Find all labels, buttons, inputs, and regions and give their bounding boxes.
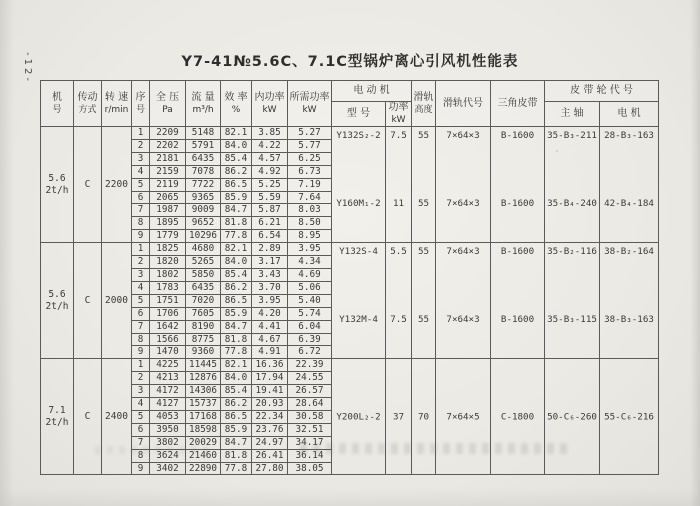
header-motor-group: 电 动 机 — [332, 81, 412, 102]
flow-cell: 20029 — [186, 436, 221, 449]
efficiency-cell: 85.9 — [221, 191, 252, 204]
internal-power-cell: 3.17 — [252, 256, 288, 269]
flow-cell: 22890 — [186, 462, 221, 475]
machine-no-cell: 7.1 2t/h — [41, 359, 74, 475]
fan-block-3 — [41, 359, 659, 475]
slide-height-cell — [412, 243, 436, 359]
internal-power-cell: 4.20 — [252, 307, 288, 320]
belt-cell — [491, 243, 545, 359]
motor-model: Y200L₂-2 — [336, 411, 381, 423]
required-power-cell: 22.39 — [288, 359, 332, 372]
flow-cell: 7020 — [186, 294, 221, 307]
seq-no-cell: 3 — [132, 152, 150, 165]
fan-block-2 — [41, 243, 659, 359]
header-efficiency: 效 率 % — [221, 81, 252, 127]
seq-no-cell: 1 — [132, 127, 150, 140]
header-internal-power: 内功率 kW — [252, 81, 288, 127]
fan-block-1 — [41, 127, 659, 243]
efficiency-cell: 82.1 — [221, 127, 252, 140]
flow-cell: 8190 — [186, 320, 221, 333]
efficiency-cell: 81.8 — [221, 217, 252, 230]
required-power-cell: 6.72 — [288, 346, 332, 359]
internal-power-cell: 6.54 — [252, 230, 288, 243]
slide-code-cell — [436, 359, 491, 475]
total-pressure-cell: 2159 — [150, 165, 186, 178]
total-pressure-cell: 1470 — [150, 346, 186, 359]
total-pressure-cell: 2065 — [150, 191, 186, 204]
seq-no-cell: 2 — [132, 256, 150, 269]
scan-speck — [556, 150, 558, 152]
efficiency-cell: 77.8 — [221, 462, 252, 475]
required-power-cell: 32.51 — [288, 423, 332, 436]
efficiency-cell: 86.5 — [221, 178, 252, 191]
required-power-cell: 8.95 — [288, 230, 332, 243]
efficiency-cell: 85.9 — [221, 307, 252, 320]
motor-slide-height: 55 — [417, 198, 430, 209]
pulley-main-cell — [545, 127, 600, 243]
flow-cell: 5791 — [186, 139, 221, 152]
required-power-cell: 7.19 — [288, 178, 332, 191]
efficiency-cell: 84.0 — [221, 372, 252, 385]
flow-cell: 5850 — [186, 268, 221, 281]
motor-slide-code: 7×64×3 — [446, 198, 480, 209]
efficiency-cell: 82.1 — [221, 359, 252, 372]
flow-cell: 11445 — [186, 359, 221, 372]
seq-no-cell: 9 — [132, 230, 150, 243]
seq-no-cell: 8 — [132, 333, 150, 346]
page-title: Y7-41№5.6C、7.1C型锅炉离心引风机性能表 — [181, 54, 519, 70]
motor-pulley-main: 50-C₆-260 — [547, 411, 597, 423]
flow-cell: 14306 — [186, 385, 221, 398]
total-pressure-cell: 2119 — [150, 178, 186, 191]
total-pressure-cell: 1783 — [150, 281, 186, 294]
machine-no-cell: 5.6 2t/h — [41, 243, 74, 359]
motor-slide-height: 55 — [417, 314, 430, 326]
drive-mode-cell: C — [74, 359, 102, 475]
total-pressure-cell: 3802 — [150, 436, 186, 449]
efficiency-cell: 85.4 — [221, 268, 252, 281]
header-pulley-motor: 电 机 — [600, 102, 659, 127]
header-drive-mode: 传动 方式 — [74, 81, 102, 127]
efficiency-cell: 82.1 — [221, 243, 252, 256]
total-pressure-cell: 1820 — [150, 256, 186, 269]
header-motor-power: 功率 kW — [386, 102, 412, 127]
total-pressure-cell: 4225 — [150, 359, 186, 372]
slide-code-cell — [436, 243, 491, 359]
machine-no-cell: 5.6 2t/h — [41, 127, 74, 243]
motor-pulley-main: 35-B₃-211 — [547, 130, 597, 141]
motor-pulley-main: 35-B₄-240 — [547, 198, 597, 209]
required-power-cell: 24.55 — [288, 372, 332, 385]
internal-power-cell: 4.91 — [252, 346, 288, 359]
required-power-cell: 5.27 — [288, 127, 332, 140]
internal-power-cell: 22.34 — [252, 410, 288, 423]
required-power-cell: 8.50 — [288, 217, 332, 230]
seq-no-cell: 5 — [132, 410, 150, 423]
total-pressure-cell: 3624 — [150, 449, 186, 462]
flow-cell: 6435 — [186, 281, 221, 294]
internal-power-cell: 4.67 — [252, 333, 288, 346]
header-flow: 流 量 m³/h — [186, 81, 221, 127]
required-power-cell: 5.77 — [288, 139, 332, 152]
total-pressure-cell: 2181 — [150, 152, 186, 165]
seq-no-cell: 8 — [132, 217, 150, 230]
speed-cell: 2200 — [102, 127, 132, 243]
data-row — [41, 127, 659, 140]
seq-no-cell: 6 — [132, 307, 150, 320]
motor-belt: B-1600 — [500, 198, 535, 209]
motor-belt: B-1600 — [500, 314, 535, 326]
internal-power-cell: 16.36 — [252, 359, 288, 372]
required-power-cell: 36.14 — [288, 449, 332, 462]
header-speed: 转 速 r/min — [102, 81, 132, 127]
internal-power-cell: 5.25 — [252, 178, 288, 191]
required-power-cell: 6.04 — [288, 320, 332, 333]
flow-cell: 6435 — [186, 152, 221, 165]
motor-slide-code: 7×64×3 — [446, 246, 480, 258]
side-page-number: -12- — [22, 52, 33, 84]
motor-pulley-motor: 42-B₄-184 — [604, 198, 654, 209]
header-seq-no: 序 号 — [132, 81, 150, 127]
internal-power-cell: 19.41 — [252, 385, 288, 398]
required-power-cell: 34.17 — [288, 436, 332, 449]
efficiency-cell: 86.2 — [221, 281, 252, 294]
efficiency-cell: 86.5 — [221, 294, 252, 307]
drive-mode-cell: C — [74, 127, 102, 243]
motor-model: Y132S-4 — [339, 246, 378, 258]
required-power-cell: 8.03 — [288, 204, 332, 217]
flow-cell: 9365 — [186, 191, 221, 204]
internal-power-cell: 27.80 — [252, 462, 288, 475]
internal-power-cell: 17.94 — [252, 372, 288, 385]
total-pressure-cell: 4172 — [150, 385, 186, 398]
flow-cell: 5148 — [186, 127, 221, 140]
total-pressure-cell: 4053 — [150, 410, 186, 423]
power-cell — [386, 127, 412, 243]
pulley-motor-cell — [600, 243, 659, 359]
pulley-motor-cell — [600, 359, 659, 475]
seq-no-cell: 4 — [132, 398, 150, 411]
internal-power-cell: 4.22 — [252, 139, 288, 152]
efficiency-cell: 85.9 — [221, 423, 252, 436]
motor-power: 11 — [392, 198, 405, 209]
internal-power-cell: 4.41 — [252, 320, 288, 333]
flow-cell: 9652 — [186, 217, 221, 230]
motor-slide-code: 7×64×3 — [446, 130, 480, 141]
model-cell — [332, 127, 386, 243]
required-power-cell: 7.64 — [288, 191, 332, 204]
motor-power: 7.5 — [390, 314, 407, 326]
pulley-motor-cell — [600, 127, 659, 243]
motor-belt: B-1600 — [500, 130, 535, 141]
seq-no-cell: 7 — [132, 320, 150, 333]
required-power-cell: 6.39 — [288, 333, 332, 346]
table-header — [41, 81, 659, 127]
efficiency-cell: 81.8 — [221, 333, 252, 346]
required-power-cell: 5.74 — [288, 307, 332, 320]
motor-pulley-motor: 38-B₃-163 — [604, 314, 654, 326]
speed-cell: 2400 — [102, 359, 132, 475]
internal-power-cell: 4.92 — [252, 165, 288, 178]
required-power-cell: 6.73 — [288, 165, 332, 178]
required-power-cell: 4.34 — [288, 256, 332, 269]
power-cell — [386, 359, 412, 475]
flow-cell: 7078 — [186, 165, 221, 178]
header-required-power: 所需功率 kW — [288, 81, 332, 127]
belt-cell — [491, 127, 545, 243]
flow-cell: 18598 — [186, 423, 221, 436]
total-pressure-cell: 1751 — [150, 294, 186, 307]
internal-power-cell: 5.87 — [252, 204, 288, 217]
efficiency-cell: 84.7 — [221, 436, 252, 449]
motor-pulley-main: 35-B₃-115 — [547, 314, 597, 326]
required-power-cell: 26.57 — [288, 385, 332, 398]
internal-power-cell: 3.43 — [252, 268, 288, 281]
required-power-cell: 28.64 — [288, 398, 332, 411]
motor-pulley-motor: 55-C₆-216 — [604, 411, 654, 423]
efficiency-cell: 84.7 — [221, 320, 252, 333]
total-pressure-cell: 3402 — [150, 462, 186, 475]
required-power-cell: 30.58 — [288, 410, 332, 423]
seq-no-cell: 6 — [132, 423, 150, 436]
belt-cell — [491, 359, 545, 475]
required-power-cell: 6.25 — [288, 152, 332, 165]
internal-power-cell: 4.57 — [252, 152, 288, 165]
efficiency-cell: 84.7 — [221, 204, 252, 217]
flow-cell: 12876 — [186, 372, 221, 385]
internal-power-cell: 3.95 — [252, 294, 288, 307]
total-pressure-cell: 1642 — [150, 320, 186, 333]
efficiency-cell: 85.4 — [221, 152, 252, 165]
seq-no-cell: 7 — [132, 436, 150, 449]
flow-cell: 7722 — [186, 178, 221, 191]
total-pressure-cell: 3950 — [150, 423, 186, 436]
motor-model: Y132M-4 — [339, 314, 378, 326]
efficiency-cell: 86.2 — [221, 165, 252, 178]
drive-mode-cell: C — [74, 243, 102, 359]
total-pressure-cell: 4127 — [150, 398, 186, 411]
motor-slide-code: 7×64×5 — [446, 411, 480, 423]
data-row — [41, 359, 659, 372]
motor-pulley-main: 35-B₂-116 — [547, 246, 597, 258]
slide-code-cell — [436, 127, 491, 243]
motor-model: Y160M₁-2 — [336, 198, 381, 209]
motor-pulley-motor: 28-B₃-163 — [604, 130, 654, 141]
scan-speck — [118, 300, 121, 303]
total-pressure-cell: 2209 — [150, 127, 186, 140]
required-power-cell: 5.06 — [288, 281, 332, 294]
flow-cell: 5265 — [186, 256, 221, 269]
seq-no-cell: 3 — [132, 385, 150, 398]
header-slide-height: 滑轨 高度 — [412, 81, 436, 127]
total-pressure-cell: 1706 — [150, 307, 186, 320]
internal-power-cell: 23.76 — [252, 423, 288, 436]
required-power-cell: 38.05 — [288, 462, 332, 475]
internal-power-cell: 6.21 — [252, 217, 288, 230]
speed-cell: 2000 — [102, 243, 132, 359]
flow-cell: 17168 — [186, 410, 221, 423]
total-pressure-cell: 1566 — [150, 333, 186, 346]
header-pulley-main-shaft: 主 轴 — [545, 102, 600, 127]
data-row — [41, 243, 659, 256]
total-pressure-cell: 2202 — [150, 139, 186, 152]
seq-no-cell: 8 — [132, 449, 150, 462]
header-total-pressure: 全 压 Pa — [150, 81, 186, 127]
header-motor-model: 型 号 — [332, 102, 386, 127]
internal-power-cell: 3.70 — [252, 281, 288, 294]
header-machine-no: 机 号 — [41, 81, 74, 127]
seq-no-cell: 2 — [132, 139, 150, 152]
seq-no-cell: 5 — [132, 294, 150, 307]
seq-no-cell: 6 — [132, 191, 150, 204]
header-slide-code: 滑轨代号 — [436, 81, 491, 127]
motor-model: Y132S₂-2 — [336, 130, 381, 141]
required-power-cell: 4.69 — [288, 268, 332, 281]
total-pressure-cell: 1779 — [150, 230, 186, 243]
total-pressure-cell: 1802 — [150, 268, 186, 281]
motor-power: 5.5 — [390, 246, 407, 258]
efficiency-cell: 84.0 — [221, 256, 252, 269]
motor-slide-code: 7×64×3 — [446, 314, 480, 326]
motor-slide-height: 70 — [417, 411, 430, 423]
seq-no-cell: 5 — [132, 178, 150, 191]
header-pulley-group: 皮 带 轮 代 号 — [545, 81, 659, 102]
pulley-main-cell — [545, 243, 600, 359]
efficiency-cell: 77.8 — [221, 346, 252, 359]
required-power-cell: 5.40 — [288, 294, 332, 307]
seq-no-cell: 4 — [132, 281, 150, 294]
internal-power-cell: 24.97 — [252, 436, 288, 449]
seq-no-cell: 7 — [132, 204, 150, 217]
fan-performance-table — [40, 80, 659, 475]
power-cell — [386, 243, 412, 359]
efficiency-cell: 84.0 — [221, 139, 252, 152]
seq-no-cell: 3 — [132, 268, 150, 281]
internal-power-cell: 3.85 — [252, 127, 288, 140]
flow-cell: 7605 — [186, 307, 221, 320]
motor-belt: C-1800 — [500, 411, 535, 423]
efficiency-cell: 86.2 — [221, 398, 252, 411]
header-v-belt: 三角皮带 — [491, 81, 545, 127]
motor-power: 37 — [392, 411, 405, 423]
seq-no-cell: 2 — [132, 372, 150, 385]
slide-height-cell — [412, 127, 436, 243]
slide-height-cell — [412, 359, 436, 475]
total-pressure-cell: 4213 — [150, 372, 186, 385]
efficiency-cell: 81.8 — [221, 449, 252, 462]
internal-power-cell: 2.89 — [252, 243, 288, 256]
pulley-main-cell — [545, 359, 600, 475]
total-pressure-cell: 1987 — [150, 204, 186, 217]
flow-cell: 9360 — [186, 346, 221, 359]
internal-power-cell: 5.59 — [252, 191, 288, 204]
motor-slide-height: 55 — [417, 130, 430, 141]
flow-cell: 10296 — [186, 230, 221, 243]
motor-belt: B-1600 — [500, 246, 535, 258]
efficiency-cell: 85.4 — [221, 385, 252, 398]
internal-power-cell: 26.41 — [252, 449, 288, 462]
total-pressure-cell: 1825 — [150, 243, 186, 256]
motor-slide-height: 55 — [417, 246, 430, 258]
efficiency-cell: 77.8 — [221, 230, 252, 243]
model-cell — [332, 243, 386, 359]
total-pressure-cell: 1895 — [150, 217, 186, 230]
flow-cell: 8775 — [186, 333, 221, 346]
model-cell — [332, 359, 386, 475]
flow-cell: 21460 — [186, 449, 221, 462]
seq-no-cell: 1 — [132, 359, 150, 372]
required-power-cell: 3.95 — [288, 243, 332, 256]
flow-cell: 4680 — [186, 243, 221, 256]
flow-cell: 9009 — [186, 204, 221, 217]
seq-no-cell: 4 — [132, 165, 150, 178]
efficiency-cell: 86.5 — [221, 410, 252, 423]
seq-no-cell: 9 — [132, 346, 150, 359]
motor-power: 7.5 — [390, 130, 407, 141]
seq-no-cell: 9 — [132, 462, 150, 475]
motor-pulley-motor: 38-B₂-164 — [604, 246, 654, 258]
flow-cell: 15737 — [186, 398, 221, 411]
seq-no-cell: 1 — [132, 243, 150, 256]
internal-power-cell: 20.93 — [252, 398, 288, 411]
